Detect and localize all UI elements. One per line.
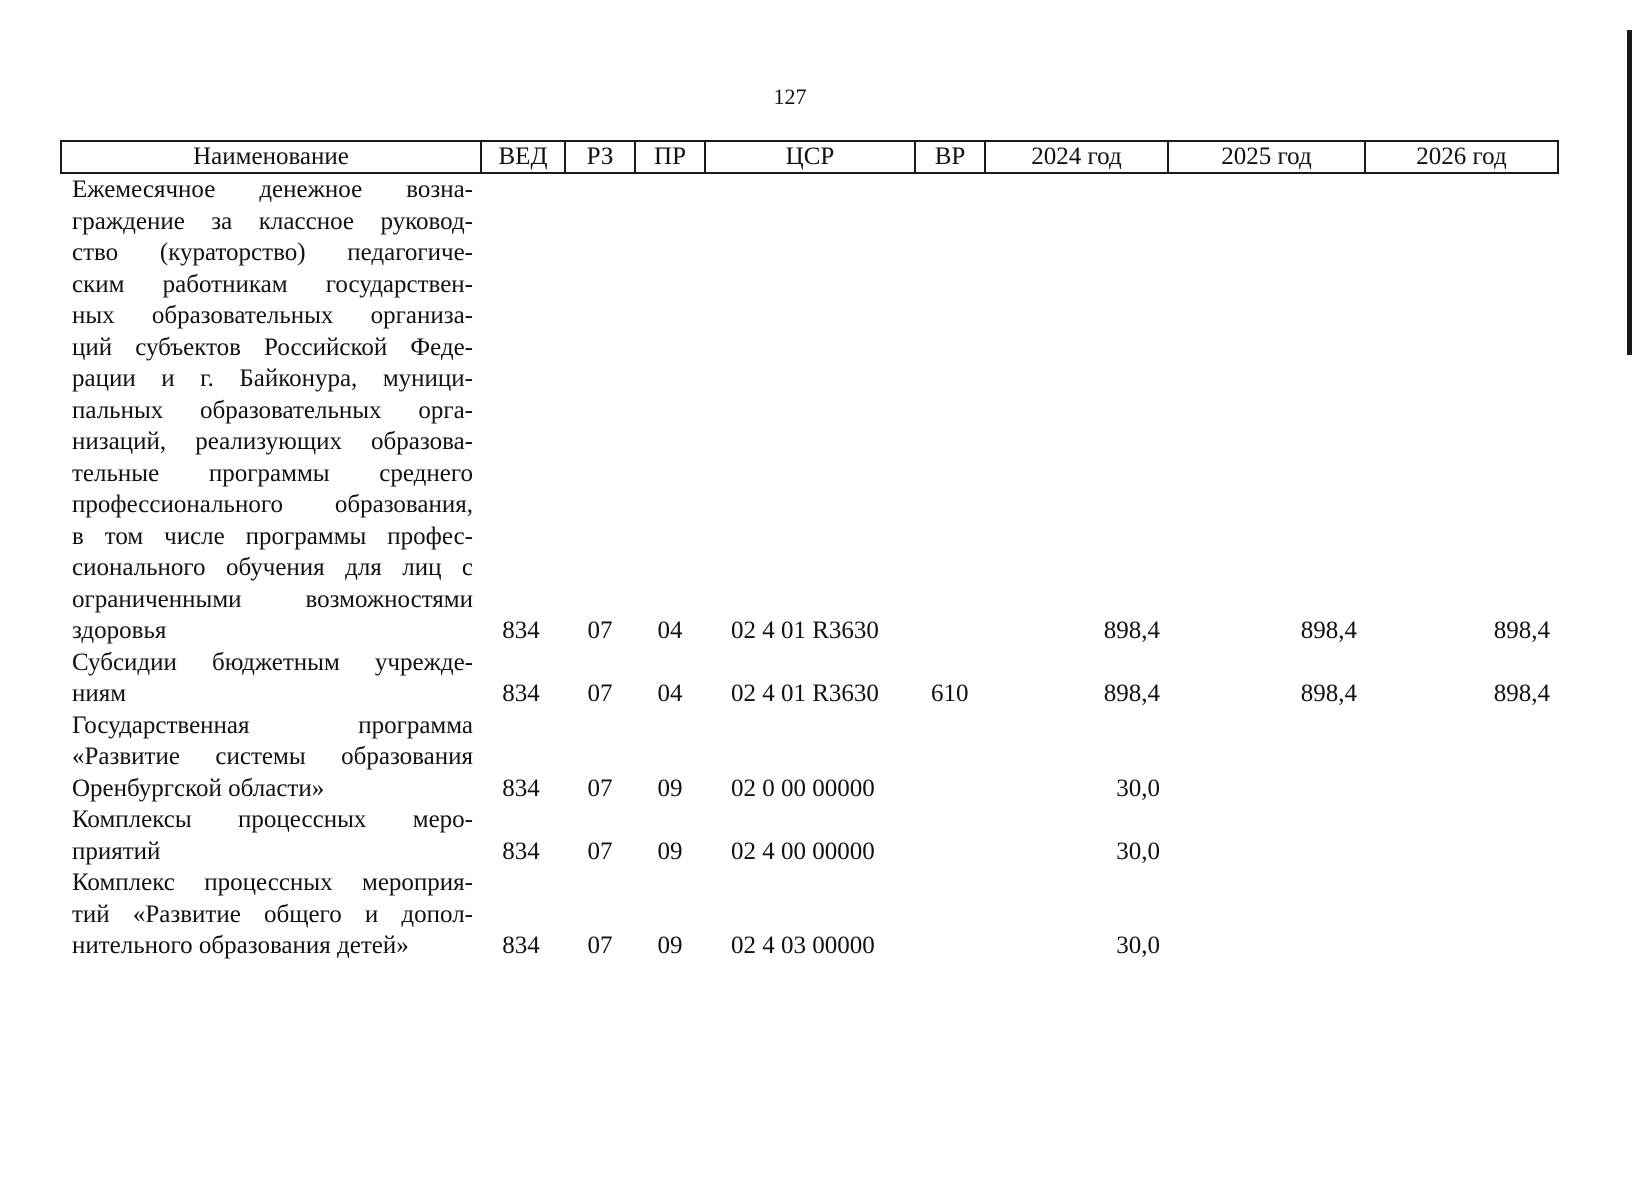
cell-name-line: рации и г. Байконура, муници- [72, 365, 473, 392]
cell-name-line: в том числе программы профес- [72, 522, 473, 550]
header-2025: 2025 год [1168, 141, 1365, 173]
cell-csr: 02 4 03 00000 [731, 932, 875, 959]
cell-y2026 [1365, 804, 1558, 867]
cell-name-line: «Развитие системы образования [72, 743, 473, 770]
cell-name-line: ций субъектов Российской Феде- [72, 333, 473, 361]
cell-pr: 09 [657, 837, 683, 865]
header-2024: 2024 год [985, 141, 1168, 173]
cell-pr: 09 [657, 932, 683, 959]
header-pr: ПР [635, 141, 705, 173]
cell-ved: 834 [502, 617, 540, 644]
cell-y2024: 898,4 [1103, 617, 1160, 644]
cell-vr [915, 173, 985, 647]
cell-y2026 [1365, 710, 1558, 805]
cell-vr [915, 867, 985, 962]
cell-y2026: 898,4 [1493, 617, 1550, 644]
cell-vr [915, 804, 985, 867]
cell-y2024: 30,0 [1116, 932, 1160, 959]
cell-vr [915, 710, 985, 805]
cell-name-line: Субсидии бюджетным учрежде- [72, 648, 473, 676]
cell-name-line: низаций, реализующих образова- [72, 428, 473, 455]
table-header-row [61, 141, 1558, 173]
header-ved: ВЕД [481, 141, 565, 173]
header-2026: 2026 год [1365, 141, 1558, 173]
cell-pr: 09 [657, 774, 683, 802]
cell-y2025 [1168, 804, 1365, 867]
cell-name [61, 804, 481, 867]
scan-edge-mark [1627, 30, 1632, 355]
cell-name [61, 647, 481, 710]
table-row [61, 647, 1558, 710]
cell-ved: 834 [502, 837, 540, 865]
cell-name-line: ограниченными возможностями [72, 585, 473, 613]
cell-name-line: ство (кураторство) педагогиче- [72, 239, 473, 266]
cell-name-line: Комплексы процессных меро- [72, 806, 473, 833]
cell-name-line: Ежемесячное денежное возна- [72, 176, 473, 203]
cell-ved: 834 [502, 774, 540, 802]
cell-name-line: ных образовательных организа- [72, 302, 473, 329]
cell-y2024: 30,0 [1116, 774, 1160, 802]
header-vr: ВР [915, 141, 985, 173]
table-row [61, 173, 1558, 647]
cell-rz: 07 [587, 617, 613, 644]
table-row [61, 867, 1558, 962]
cell-name-line: ниям [72, 680, 127, 707]
cell-name-line: здоровья [72, 617, 167, 644]
cell-csr: 02 0 00 00000 [731, 774, 875, 802]
cell-name-line: сионального обучения для лиц с [72, 554, 473, 581]
cell-rz: 07 [587, 932, 613, 959]
cell-y2025: 898,4 [1300, 680, 1357, 707]
cell-csr: 02 4 01 R3630 [731, 680, 879, 707]
cell-name-line: приятий [72, 837, 161, 865]
cell-name [61, 710, 481, 805]
cell-rz: 07 [587, 774, 613, 802]
cell-rz: 07 [587, 837, 613, 865]
budget-table [60, 140, 1559, 962]
cell-pr: 04 [657, 617, 683, 644]
cell-name [61, 867, 481, 962]
table-body [61, 173, 1558, 962]
cell-rz: 07 [587, 680, 613, 707]
table-row [61, 710, 1558, 805]
table-row [61, 804, 1558, 867]
cell-csr: 02 4 00 00000 [731, 837, 875, 865]
cell-name-line: профессионального образования, [72, 491, 473, 518]
cell-vr: 610 [931, 680, 969, 707]
header-rz: РЗ [565, 141, 635, 173]
cell-y2025 [1168, 867, 1365, 962]
cell-name-line: граждение за классное руковод- [72, 207, 473, 235]
cell-y2026: 898,4 [1493, 680, 1550, 707]
page-number: 127 [773, 84, 807, 109]
cell-pr: 04 [657, 680, 683, 707]
cell-name-line: тий «Развитие общего и допол- [72, 900, 473, 928]
cell-name-line: тельные программы среднего [72, 459, 473, 487]
cell-name-line: Оренбургской области» [72, 774, 325, 802]
cell-y2025 [1168, 710, 1365, 805]
cell-csr: 02 4 01 R3630 [731, 617, 879, 644]
cell-name-line: Государственная программа [72, 711, 473, 739]
cell-name-line: Комплекс процессных мероприя- [72, 869, 473, 896]
cell-y2024: 30,0 [1116, 837, 1160, 865]
cell-name-line: нительного образования детей» [72, 932, 409, 959]
cell-y2024: 898,4 [1103, 680, 1160, 707]
cell-name-line: ским работникам государствен- [72, 270, 473, 298]
cell-y2025: 898,4 [1300, 617, 1357, 644]
cell-ved: 834 [502, 680, 540, 707]
cell-ved: 834 [502, 932, 540, 959]
cell-name-line: пальных образовательных орга- [72, 396, 473, 424]
cell-name [61, 173, 481, 647]
header-name: Наименование [61, 141, 481, 173]
header-csr: ЦСР [705, 141, 915, 173]
cell-y2026 [1365, 867, 1558, 962]
